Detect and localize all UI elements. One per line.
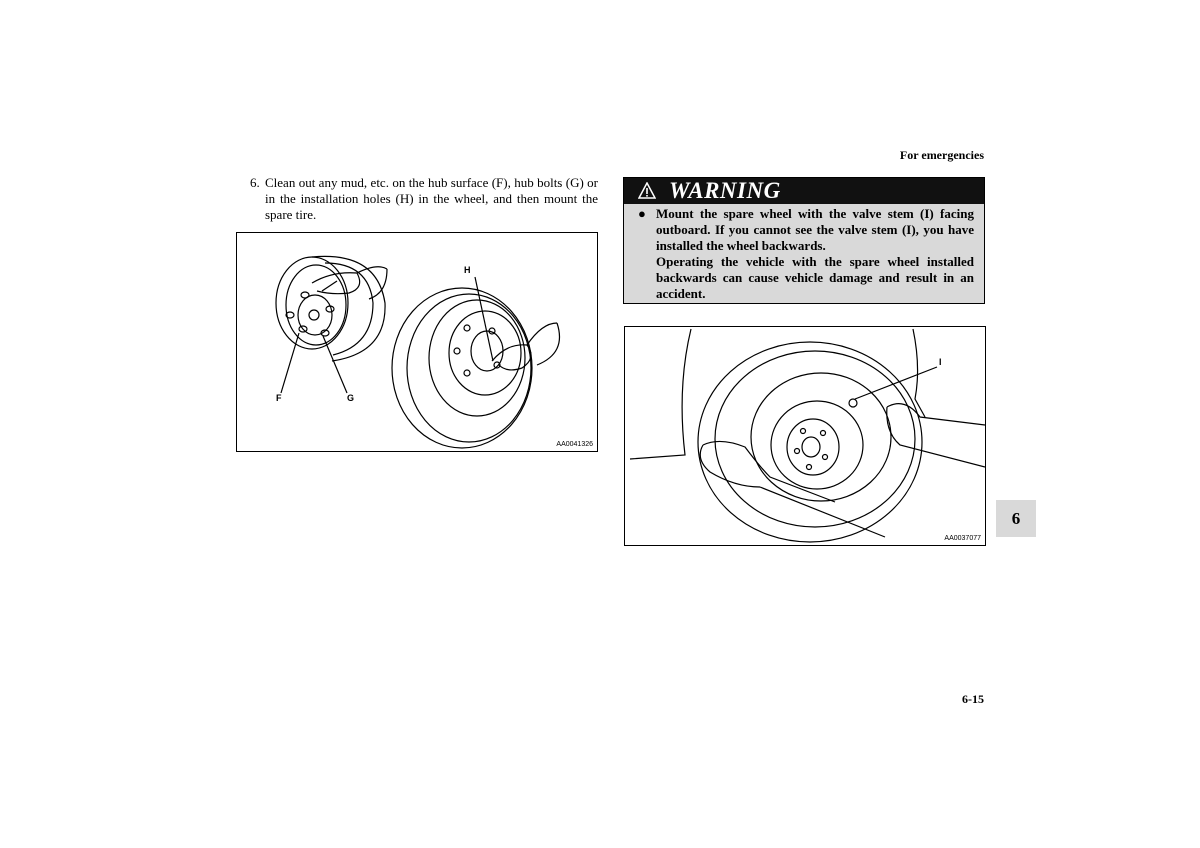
figure-code: AA0041326: [556, 441, 593, 448]
warning-text-2: Operating the vehicle with the spare wheel installed backwards can cause vehicle damage and result in an accident.: [656, 254, 974, 301]
label-f: F: [276, 393, 282, 403]
instruction-step: [250, 175, 598, 223]
step-text: Clean out any mud, etc. on the hub surface (F), hub bolts (G) or in the installation holes (H) in the wheel, and then mount the spare tire.: [265, 175, 598, 222]
page-number: 6-15: [962, 692, 984, 706]
warning-triangle-icon: [638, 182, 656, 199]
chapter-tab: [996, 500, 1036, 537]
warning-header: [624, 178, 984, 204]
warning-body: [624, 204, 984, 302]
label-i: I: [939, 357, 942, 367]
hub-cleaning-illustration: [237, 233, 597, 451]
figure-hub-cleaning: [236, 232, 598, 452]
figure-mount-wheel: [624, 326, 986, 546]
label-h: H: [464, 265, 471, 275]
figure-code: AA0037077: [944, 535, 981, 542]
label-g: G: [347, 393, 355, 403]
warning-box: [623, 177, 985, 304]
mount-wheel-illustration: [625, 327, 985, 545]
warning-title: WARNING: [669, 178, 781, 203]
bullet-icon: ●: [638, 206, 646, 221]
chapter-number: 6: [1011, 509, 1021, 528]
warning-text-1: Mount the spare wheel with the valve stem (I) facing outboard. If you cannot see the valve stem (I), you have installed the wheel backwards.: [656, 206, 974, 253]
step-number: 6.: [250, 175, 260, 190]
section-header: For emergencies: [899, 148, 984, 162]
